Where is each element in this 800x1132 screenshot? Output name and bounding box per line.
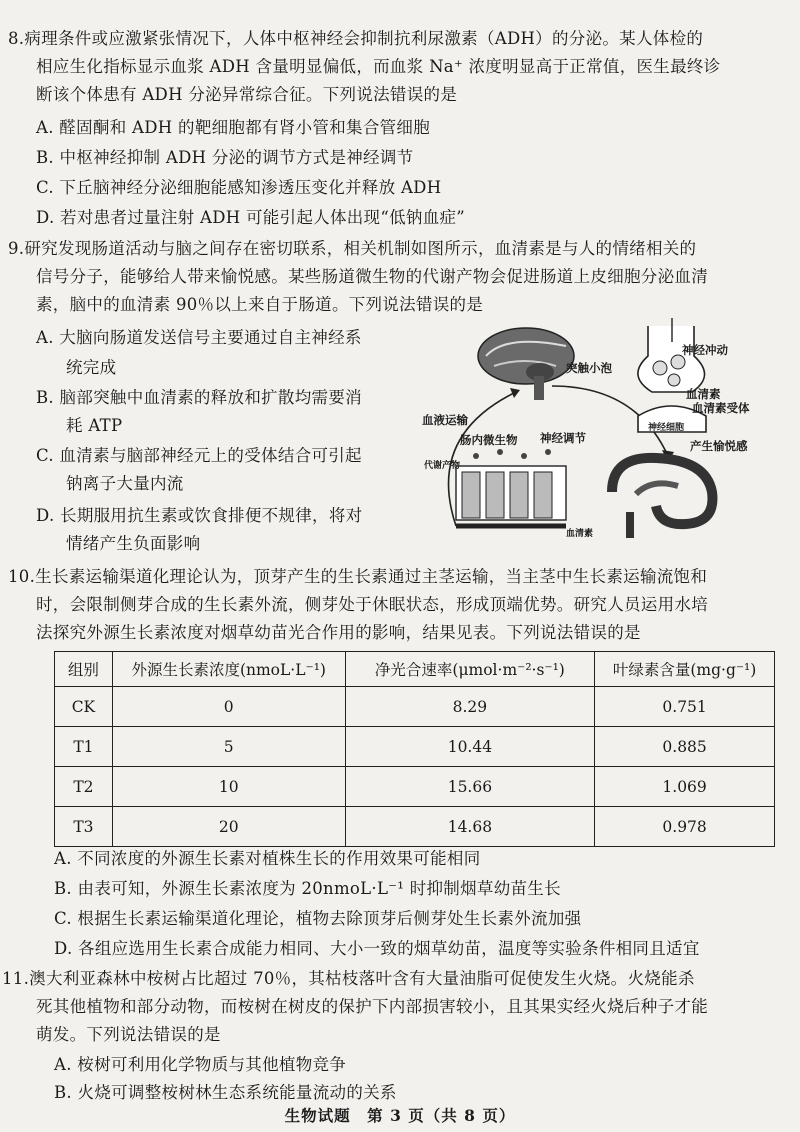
table-cell: CK	[55, 687, 113, 727]
q10-option-b: B. 由表可知，外源生长素浓度为 20nmoL·L⁻¹ 时抑制烟草幼苗生长	[54, 879, 561, 898]
intestinal-villi	[456, 449, 566, 520]
table-cell: 5	[112, 727, 345, 767]
q11-option-a: A. 桉树可利用化学物质与其他植物竞争	[54, 1055, 347, 1074]
q10-stem-line-3: 法探究外源生长素浓度对烟草幼苗光合作用的影响，结果见表。下列说法错误的是	[36, 623, 641, 642]
q9-option-d: D. 长期服用抗生素或饮食排便不规律，将对	[36, 506, 363, 525]
table-cell: T2	[55, 767, 113, 807]
q11-stem-line-1: 11.澳大利亚森林中桉树占比超过 70％，其枯枝落叶含有大量油脂可促使发生火烧。火烧能杀	[2, 969, 695, 988]
page-footer: 生物试题 第 3 页（共 8 页）	[284, 1106, 516, 1125]
table-header-cell: 组别	[55, 652, 113, 687]
q9-option-c-cont: 钠离子大量内流	[66, 474, 184, 493]
q10-stem-line-1: 10.生长素运输渠道化理论认为，顶芽产生的生长素通过主茎运输，当主茎中生长素运输流饱和	[8, 567, 708, 586]
fig-label-serotonin-top: 血清素	[686, 387, 721, 401]
table-header-cell: 外源生长素浓度(nmoL·L⁻¹)	[112, 652, 345, 687]
q10-option-a: A. 不同浓度的外源生长素对植株生长的作用效果可能相同	[54, 849, 481, 868]
table-cell: 0.978	[595, 807, 775, 847]
fig-label-blood-transport: 血液运输	[422, 413, 468, 427]
intestine-illustration	[612, 458, 712, 538]
table-row	[55, 807, 775, 847]
q9-stem-line-1: 9.研究发现肠道活动与脑之间存在密切联系，相关机制如图所示，血清素是与人的情绪相关的	[8, 239, 697, 258]
table-cell: 14.68	[345, 807, 595, 847]
q9-option-b-cont: 耗 ATP	[66, 416, 123, 435]
gut-brain-figure	[416, 316, 786, 548]
q9-option-d-cont: 情绪产生负面影响	[66, 534, 201, 553]
q8-stem-line-1: 8.病理条件或应激紧张情况下，人体中枢神经会抑制抗利尿激素（ADH）的分泌。某人体检的	[8, 29, 704, 48]
table-cell: 10.44	[345, 727, 595, 767]
q9-option-b: B. 脑部突触中血清素的释放和扩散均需要消	[36, 388, 362, 407]
table-cell: T1	[55, 727, 113, 767]
fig-label-metabolite: 代谢产物	[424, 461, 461, 471]
q10-stem-line-2: 时，会限制侧芽合成的生长素外流，侧芽处于休眠状态，形成顶端优势。研究人员运用水培	[36, 595, 708, 614]
table-cell: 10	[112, 767, 345, 807]
fig-label-nerve-impulse: 神经冲动	[682, 343, 728, 357]
table-cell: 1.069	[595, 767, 775, 807]
table-cell: 0.751	[595, 687, 775, 727]
q8-option-c: C. 下丘脑神经分泌细胞能感知渗透压变化并释放 ADH	[36, 178, 442, 197]
table-cell: 0.885	[595, 727, 775, 767]
q9-option-a: A. 大脑向肠道发送信号主要通过自主神经系	[36, 328, 362, 347]
q8-stem-line-2: 相应生化指标显示血浆 ADH 含量明显偏低，而血浆 Na⁺ 浓度明显高于正常值，医生最终诊	[36, 57, 721, 76]
fig-label-serotonin-bottom: 血清素	[566, 529, 594, 539]
table-header-cell: 叶绿素含量(mg·g⁻¹)	[595, 652, 775, 687]
fig-label-pleasure: 产生愉悦感	[690, 439, 748, 453]
q11-stem-line-3: 萌发。下列说法错误的是	[36, 1025, 221, 1044]
q10-option-c: C. 根据生长素运输渠道化理论，植物去除顶芽后侧芽处生长素外流加强	[54, 909, 582, 928]
fig-label-synaptic-vesicle: 突触小泡	[566, 361, 612, 375]
table-cell: 0	[112, 687, 345, 727]
fig-label-neural-regulation: 神经调节	[540, 431, 586, 445]
q8-stem-line-3: 断该个体患有 ADH 分泌异常综合征。下列说法错误的是	[36, 85, 458, 104]
table-row	[55, 767, 775, 807]
table-cell: 8.29	[345, 687, 595, 727]
fig-label-serotonin-receptor: 血清素受体	[692, 401, 750, 415]
q8-option-a: A. 醛固酮和 ADH 的靶细胞都有肾小管和集合管细胞	[36, 118, 431, 137]
q8-option-b: B. 中枢神经抑制 ADH 分泌的调节方式是神经调节	[36, 148, 414, 167]
fig-label-nerve-cell: 神经细胞	[648, 423, 685, 433]
fig-label-gut-microbe: 肠内微生物	[460, 433, 518, 447]
table-header-cell: 净光合速率(μmol·m⁻²·s⁻¹)	[345, 652, 595, 687]
table-cell: 20	[112, 807, 345, 847]
q11-stem-line-2: 死其他植物和部分动物，而桉树在树皮的保护下内部损害较小，且其果实经火烧后种子才能	[36, 997, 708, 1016]
table-cell: T3	[55, 807, 113, 847]
table-row	[55, 727, 775, 767]
q8-option-d: D. 若对患者过量注射 ADH 可能引起人体出现“低钠血症”	[36, 208, 466, 227]
q11-option-b: B. 火烧可调整桉树林生态系统能量流动的关系	[54, 1083, 397, 1102]
table-cell: 15.66	[345, 767, 595, 807]
table-row	[55, 687, 775, 727]
brain-illustration	[478, 328, 574, 400]
q9-stem-line-3: 素，脑中的血清素 90％以上来自于肠道。下列说法错误的是	[36, 295, 484, 314]
q9-option-a-cont: 统完成	[66, 358, 117, 377]
q9-stem-line-2: 信号分子，能够给人带来愉悦感。某些肠道微生物的代谢产物会促进肠道上皮细胞分泌血清	[36, 267, 708, 286]
results-table	[54, 651, 775, 847]
q9-option-c: C. 血清素与脑部神经元上的受体结合可引起	[36, 446, 362, 465]
table-header-row	[55, 652, 775, 687]
q10-option-d: D. 各组应选用生长素合成能力相同、大小一致的烟草幼苗，温度等实验条件相同且适宜	[54, 939, 700, 958]
